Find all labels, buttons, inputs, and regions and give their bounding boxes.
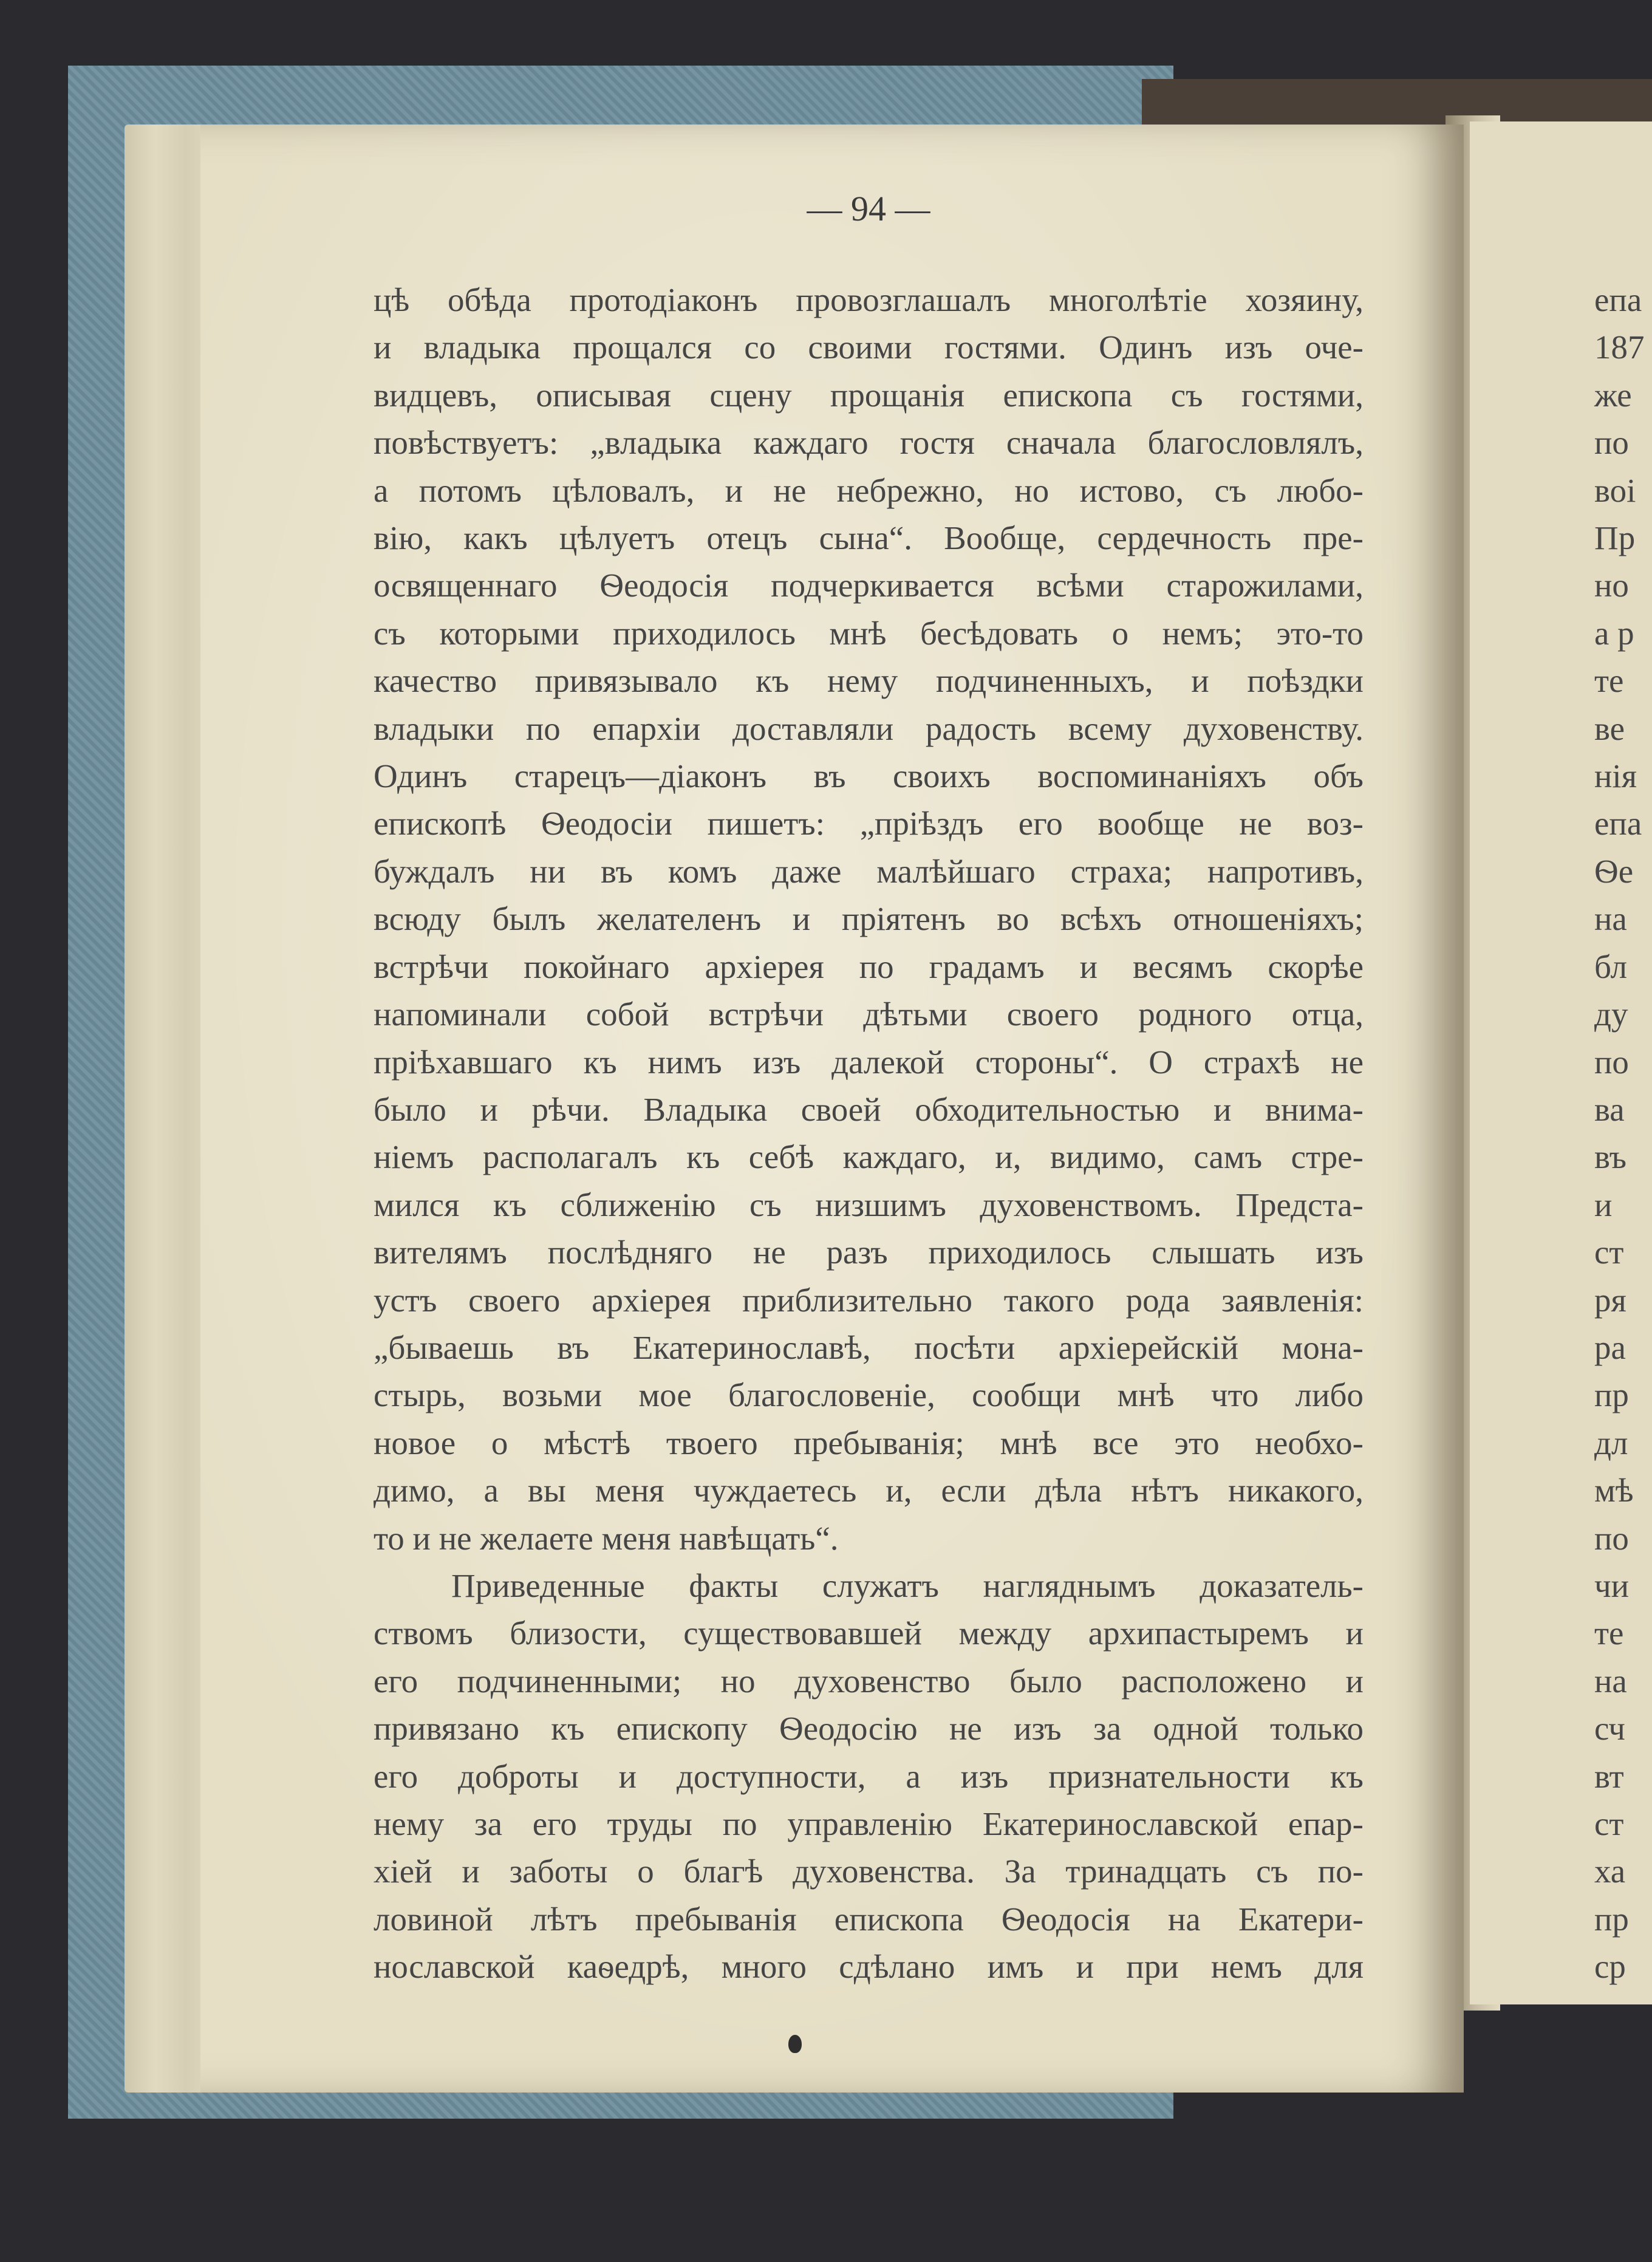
right-page-text bbox=[1594, 276, 1652, 1991]
text-line: а потомъ цѣловалъ, и не небрежно, но истово, съ любо- bbox=[374, 471, 1364, 509]
right-fragment: мѣ bbox=[1594, 1472, 1634, 1509]
paragraph-1 bbox=[374, 276, 1364, 1562]
text-line: качество привязывало къ нему подчиненныхъ, и поѣздки bbox=[374, 662, 1364, 700]
right-fragment: ва bbox=[1594, 1090, 1625, 1128]
text-line: цѣ обѣда протодіаконъ провозглашалъ многолѣтіе хозяину, bbox=[374, 281, 1364, 318]
text-line: было и рѣчи. Владыка своей обходительностью и внима- bbox=[374, 1090, 1364, 1128]
paragraph-2 bbox=[374, 1562, 1364, 1991]
text-line: Приведенные факты служатъ нагляднымъ доказатель- bbox=[451, 1567, 1364, 1604]
text-line: буждалъ ни въ комъ даже малѣйшаго страха; напротивъ, bbox=[374, 852, 1364, 890]
right-fragment: Пр bbox=[1594, 519, 1636, 557]
right-fragment: ве bbox=[1594, 709, 1625, 747]
right-fragment: на bbox=[1594, 1662, 1627, 1700]
right-fragment: пр bbox=[1594, 1376, 1629, 1414]
right-fragment: по bbox=[1594, 1519, 1629, 1557]
text-line: владыки по епархіи доставляли радость всему духовенству. bbox=[374, 709, 1364, 747]
text-line: вію, какъ цѣлуетъ отецъ сына“. Вообще, сердечность пре- bbox=[374, 519, 1364, 557]
text-line: пріѣхавшаго къ нимъ изъ далекой стороны“. О страхѣ не bbox=[374, 1043, 1364, 1081]
text-line: его доброты и доступности, а изъ признательности къ bbox=[374, 1757, 1364, 1795]
body-text bbox=[374, 276, 1364, 1991]
right-fragment: ра bbox=[1594, 1328, 1626, 1366]
right-fragment: бл bbox=[1594, 948, 1628, 985]
text-line: освященнаго Ѳеодосія подчеркивается всѣми старожилами, bbox=[374, 567, 1364, 604]
right-fragment: на bbox=[1594, 900, 1627, 938]
right-fragment: но bbox=[1594, 567, 1629, 604]
text-line: димо, а вы меня чуждаетесь и, если дѣла нѣтъ никакого, bbox=[374, 1472, 1364, 1509]
text-line: „бываешь въ Екатеринославѣ, посѣти архіерейскій мона- bbox=[374, 1328, 1364, 1366]
text-line: повѣствуетъ: „владыка каждаго гостя сначала благословлялъ, bbox=[374, 424, 1364, 462]
right-fragment: воі bbox=[1594, 471, 1636, 509]
right-fragment: а р bbox=[1594, 614, 1634, 652]
right-fragment: те bbox=[1594, 1614, 1624, 1652]
text-line: нему за его труды по управленію Екатеринославской епар- bbox=[374, 1805, 1364, 1842]
right-fragment: те bbox=[1594, 662, 1624, 700]
right-fragment: ду bbox=[1594, 996, 1628, 1033]
right-fragment: вт bbox=[1594, 1757, 1624, 1795]
text-line: видцевъ, описывая сцену прощанія епископа съ гостями, bbox=[374, 376, 1364, 414]
text-line: хіей и заботы о благѣ духовенства. За тринадцать съ по- bbox=[374, 1853, 1364, 1890]
text-line: ствомъ близости, существовавшей между архипастыремъ и bbox=[374, 1614, 1364, 1652]
right-fragment: дл bbox=[1594, 1424, 1628, 1461]
text-line: ловиной лѣтъ пребыванія епископа Ѳеодосія на Екатери- bbox=[374, 1900, 1364, 1938]
right-fragment: въ bbox=[1594, 1138, 1627, 1176]
right-fragment: же bbox=[1594, 376, 1632, 414]
text-line: то и не желаете меня навѣщать“. bbox=[374, 1519, 839, 1557]
text-line: стырь, возьми мое благословеніе, сообщи мнѣ что либо bbox=[374, 1376, 1364, 1414]
text-line: съ которыми приходилось мнѣ бесѣдовать о немъ; это-то bbox=[374, 614, 1364, 652]
text-line: епископѣ Ѳеодосіи пишетъ: „пріѣздъ его вообще не воз- bbox=[374, 805, 1364, 842]
right-fragment: ря bbox=[1594, 1281, 1626, 1319]
right-fragment: чи bbox=[1594, 1567, 1630, 1604]
right-fragment: по bbox=[1594, 424, 1629, 462]
text-line: Одинъ старецъ—діаконъ въ своихъ воспоминаніяхъ объ bbox=[374, 757, 1364, 795]
right-fragment: сч bbox=[1594, 1710, 1625, 1748]
right-fragment: ст bbox=[1594, 1805, 1624, 1842]
text-line: мился къ сближенію съ низшимъ духовенствомъ. Предста- bbox=[374, 1186, 1364, 1223]
text-line: привязано къ епископу Ѳеодосію не изъ за одной только bbox=[374, 1710, 1364, 1748]
right-fragment: епа bbox=[1594, 281, 1642, 318]
right-fragment: епа bbox=[1594, 805, 1642, 842]
right-fragment: нія bbox=[1594, 757, 1637, 795]
text-line: новое о мѣстѣ твоего пребыванія; мнѣ все это необхо- bbox=[374, 1424, 1364, 1461]
signature-mark bbox=[788, 2035, 802, 2053]
page-number: — 94 — bbox=[807, 189, 930, 228]
right-fragment: ст bbox=[1594, 1234, 1624, 1271]
text-line: и владыка прощался со своими гостями. Одинъ изъ оче- bbox=[374, 329, 1364, 366]
right-fragment: 187 bbox=[1594, 329, 1645, 366]
text-line: нославской каѳедрѣ, много сдѣлано имъ и при немъ для bbox=[374, 1948, 1364, 1986]
right-fragment: ср bbox=[1594, 1948, 1626, 1986]
right-fragment: и bbox=[1594, 1186, 1613, 1223]
right-fragment: Ѳе bbox=[1594, 852, 1634, 890]
text-line: вителямъ послѣдняго не разъ приходилось слышать изъ bbox=[374, 1234, 1364, 1271]
text-line: устъ своего архіерея приблизительно такого рода заявленія: bbox=[374, 1281, 1364, 1319]
text-line: его подчиненными; но духовенство было расположено и bbox=[374, 1662, 1364, 1700]
text-line: напоминали собой встрѣчи дѣтьми своего родного отца, bbox=[374, 996, 1364, 1033]
right-fragment: пр bbox=[1594, 1900, 1629, 1938]
text-line: всюду былъ желателенъ и пріятенъ во всѣхъ отношеніяхъ; bbox=[374, 900, 1364, 938]
text-line: ніемъ располагалъ къ себѣ каждаго, и, видимо, самъ стре- bbox=[374, 1138, 1364, 1176]
right-fragment: ха bbox=[1594, 1853, 1626, 1890]
text-line: встрѣчи покойнаго архіерея по градамъ и весямъ скорѣе bbox=[374, 948, 1364, 985]
right-fragment: по bbox=[1594, 1043, 1629, 1081]
